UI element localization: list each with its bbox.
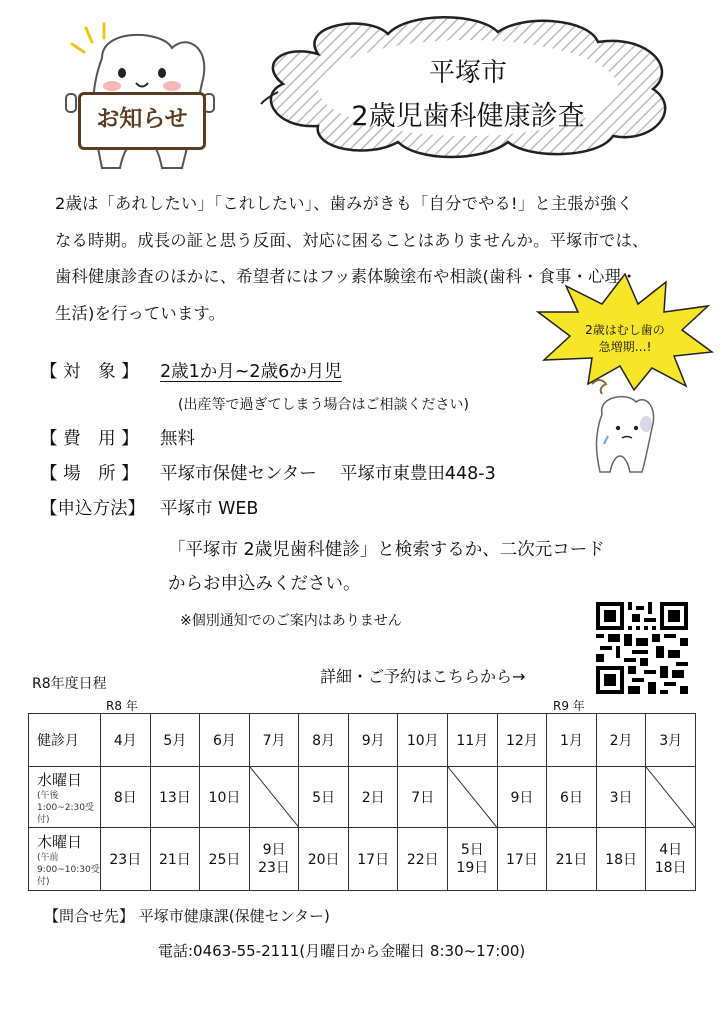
- date-cell: 17日: [348, 828, 398, 891]
- target-label: 【 対 象 】: [40, 362, 139, 382]
- fee-value: 無料: [160, 429, 195, 449]
- contact-phone: 電話:0463-55-2111(月曜日から金曜日 8:30~17:00): [158, 942, 526, 960]
- date-cell: 21日: [547, 828, 597, 891]
- month-cell: 4月: [101, 714, 151, 767]
- date-cell: 18日: [596, 828, 646, 891]
- apply-line1: 「平塚市 2歳児歯科健診」と検索するか、二次元コード: [168, 540, 605, 560]
- burst-line1: 2歳はむし歯の: [585, 323, 665, 337]
- year-label-r9: R9 年: [553, 699, 585, 713]
- date-cell: 8日: [101, 767, 151, 828]
- date-cell: 5日: [299, 767, 349, 828]
- contact-label: 【問合せ先】: [44, 907, 135, 925]
- date-cell: 23日: [101, 828, 151, 891]
- empty-date-cell: [646, 767, 696, 828]
- row-label-cell: [29, 828, 101, 891]
- target-note: (出産等で過ぎてしまう場合はご相談ください): [178, 397, 469, 413]
- date-cell: 3日: [596, 767, 646, 828]
- apply-row: [40, 495, 258, 520]
- date-cell: 9日: [497, 767, 547, 828]
- date-cell: 9日 23日: [249, 828, 299, 891]
- date-cell: 21日: [150, 828, 200, 891]
- target-value: 2歳1か月~2歳6か月児: [160, 362, 342, 382]
- date-cell: 4日 18日: [646, 828, 696, 891]
- apply-value: 平塚市 WEB: [160, 499, 259, 519]
- month-cell: 12月: [497, 714, 547, 767]
- year-label-r8: R8 年: [106, 699, 138, 713]
- intro-line: なる時期。成長の証と思う反面、対応に困ることはありませんか。平塚市では、: [55, 230, 649, 250]
- place-label: 【 場 所 】: [40, 464, 139, 484]
- wednesday-note: (午後1:00~2:30受付): [37, 790, 94, 825]
- intro-line: 2歳は「あれしたい」「これしたい」、歯みがきも「自分でやる!」と主張が強く: [55, 194, 634, 213]
- month-cell: 3月: [646, 714, 696, 767]
- table-row-wednesday: [29, 767, 696, 828]
- intro-line: 生活)を行っています。: [55, 303, 226, 323]
- month-cell: 8月: [299, 714, 349, 767]
- month-cell: 9月: [348, 714, 398, 767]
- empty-date-cell: [448, 767, 498, 828]
- burst-text: [570, 322, 680, 356]
- place-row: [40, 460, 496, 485]
- apply-note: ※個別通知でのご案内はありません: [180, 613, 402, 629]
- title-block: [258, 14, 678, 159]
- month-cell: 2月: [596, 714, 646, 767]
- contact-row: [44, 905, 330, 926]
- contact-dept: 平塚市健康課(保健センター): [138, 907, 330, 925]
- thursday-note: (午前9:00~10:30受付): [37, 852, 100, 887]
- date-cell: 20日: [299, 828, 349, 891]
- date-cell: 6日: [547, 767, 597, 828]
- burst-line2: 急増期…!: [598, 340, 652, 354]
- intro-line: 歯科健康診査のほかに、希望者にはフッ素体験塗布や相談(歯科・食事・心理・: [55, 267, 638, 286]
- schedule-table: [28, 713, 696, 891]
- table-header-row: [29, 714, 696, 767]
- apply-label: 【申込方法】: [40, 499, 145, 519]
- month-cell: 7月: [249, 714, 299, 767]
- date-cell: 2日: [348, 767, 398, 828]
- date-cell: 25日: [200, 828, 250, 891]
- fee-label: 【 費 用 】: [40, 429, 139, 449]
- month-cell: 1月: [547, 714, 597, 767]
- header-cell: 健診月: [29, 714, 101, 767]
- city-name: 平塚市: [428, 58, 507, 88]
- fee-row: [40, 425, 195, 450]
- month-cell: 6月: [200, 714, 250, 767]
- month-cell: 5月: [150, 714, 200, 767]
- notice-badge: お知らせ: [78, 92, 206, 150]
- details-link[interactable]: 詳細・ご予約はこちらから→: [320, 667, 526, 686]
- date-cell: 7日: [398, 767, 448, 828]
- date-cell: 10日: [200, 767, 250, 828]
- month-cell: 11月: [448, 714, 498, 767]
- worried-tooth-icon: [584, 378, 664, 474]
- table-row-thursday: [29, 828, 696, 891]
- date-cell: 5日 19日: [448, 828, 498, 891]
- wednesday-label: 水曜日: [37, 770, 83, 789]
- date-cell: 17日: [497, 828, 547, 891]
- place-value: 平塚市保健センター 平塚市東豊田448-3: [160, 464, 496, 484]
- date-cell: 22日: [398, 828, 448, 891]
- target-row: [40, 358, 342, 383]
- month-cell: 10月: [398, 714, 448, 767]
- empty-date-cell: [249, 767, 299, 828]
- thursday-label: 木曜日: [37, 832, 83, 851]
- qr-code[interactable]: [596, 602, 688, 694]
- page-title: 2歳児歯科健康診査: [351, 101, 585, 132]
- apply-line2: からお申込みください。: [168, 574, 361, 594]
- schedule-title: R8年度日程: [32, 676, 107, 692]
- date-cell: 13日: [150, 767, 200, 828]
- row-label-cell: [29, 767, 101, 828]
